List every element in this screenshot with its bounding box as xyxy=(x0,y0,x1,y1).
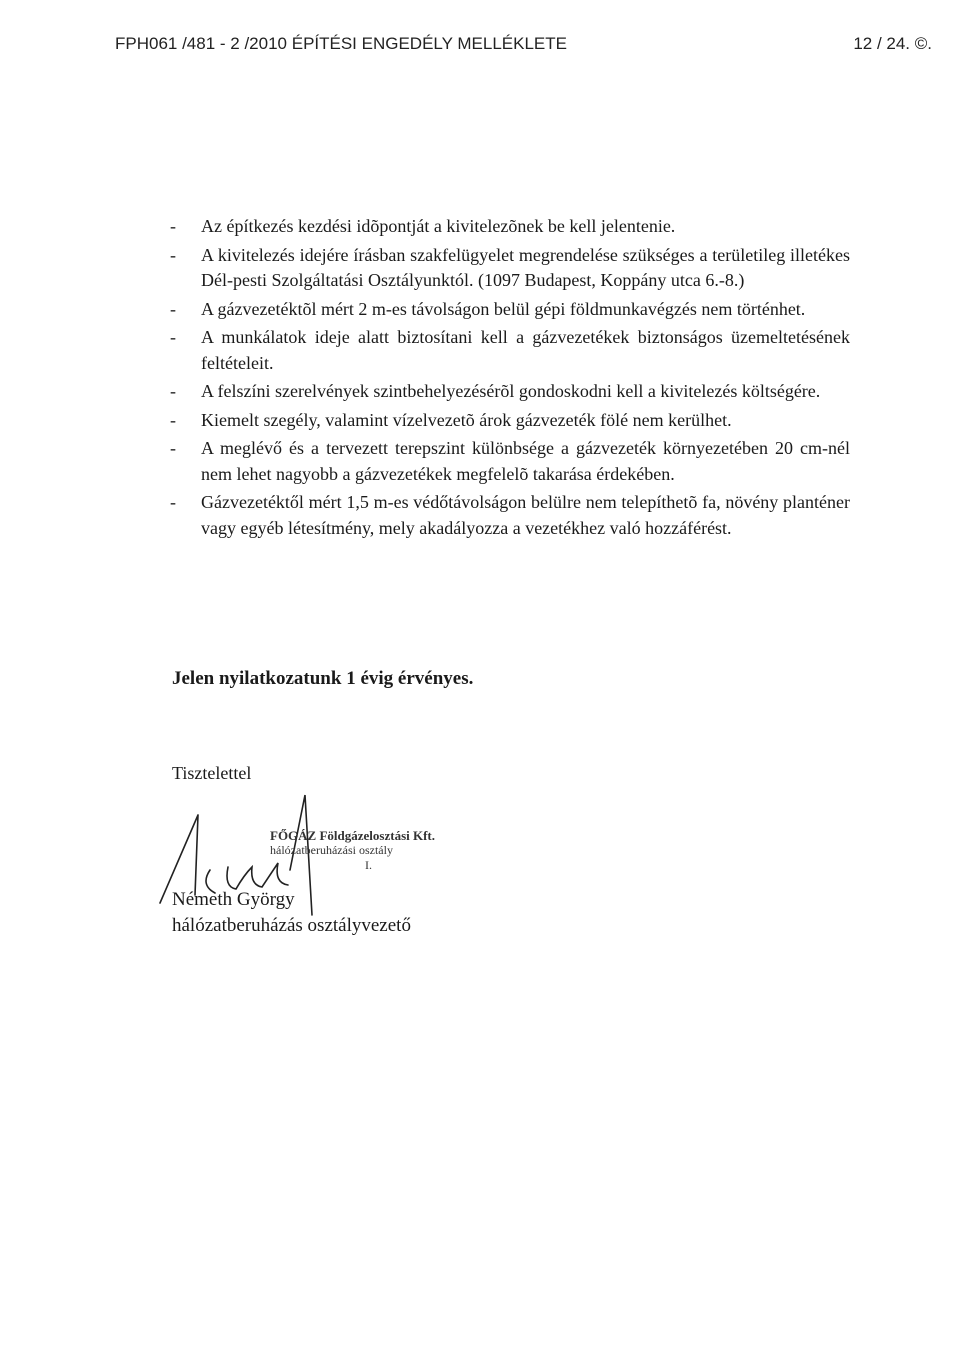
header-document-id: FPH061 /481 - 2 /2010 ÉPÍTÉSI ENGEDÉLY MELLÉKLETE xyxy=(115,34,567,53)
list-item xyxy=(170,214,850,240)
list-dash: - xyxy=(170,492,176,512)
list-item xyxy=(170,243,850,294)
signer-name: Németh György xyxy=(172,889,295,910)
list-item-text: A meglévő és a tervezett terepszint különbsége a gázvezeték környezetében 20 cm-nél nem lehet nagyobb a gázvezetékek megfelelõ takarása érdekében. xyxy=(201,438,850,484)
list-item-text: A gázvezetéktõl mért 2 m-es távolságon belül gépi földmunkavégzés nem történhet. xyxy=(201,298,806,319)
stamp-company-name: FŐGÁZ Földgázelosztási Kft. xyxy=(270,828,436,843)
validity-statement: Jelen nyilatkozatunk 1 évig érvényes. xyxy=(172,668,474,689)
list-dash: - xyxy=(170,438,176,458)
signer-title: hálózatberuházás osztályvezető xyxy=(172,915,411,936)
stamp-number: I. xyxy=(365,858,372,872)
list-item-text: Az építkezés kezdési idõpontját a kivitelezõnek be kell jelentenie. xyxy=(201,216,676,236)
list-item xyxy=(170,408,850,434)
list-item-text: A felszíni szerelvények szintbehelyezésérõl gondoskodni kell a kivitelezés költségére. xyxy=(201,381,821,401)
list-item xyxy=(170,379,850,405)
closing-salutation: Tisztelettel xyxy=(172,763,252,783)
list-item-text: Kiemelt szegély, valamint vízelvezetõ árok gázvezeték fölé nem kerülhet. xyxy=(201,409,732,430)
conditions-list xyxy=(170,214,850,544)
list-dash: - xyxy=(170,298,176,319)
company-stamp xyxy=(270,828,435,873)
signer-block xyxy=(172,887,411,939)
list-dash: - xyxy=(170,381,176,401)
list-item xyxy=(170,325,850,376)
list-item-text: Gázvezetéktől mért 1,5 m-es védőtávolságon belülre nem telepíthetõ fa, növény planténer vagy egyéb létesítmény, mely akadályozza a vezetékhez való hozzáférést. xyxy=(201,492,850,538)
list-dash: - xyxy=(170,409,176,430)
list-item-text: A munkálatok ideje alatt biztosítani kell a gázvezetékek biztonságos üzemeltetésének feltételeit. xyxy=(201,327,850,373)
list-dash: - xyxy=(170,244,176,265)
stamp-department: hálózatberuházási osztály xyxy=(270,843,393,857)
page-header xyxy=(115,34,932,54)
list-dash: - xyxy=(170,216,176,236)
header-page-number: 12 / 24. ©. xyxy=(853,34,932,53)
list-item xyxy=(170,436,850,487)
list-item xyxy=(170,297,850,323)
list-item-text: A kivitelezés idejére írásban szakfelügyelet megrendelése szükséges a területileg illetékes Dél-pesti Szolgáltatási Osztályunktól. (1097 Budapest, Koppány utca 6.-8.) xyxy=(201,244,850,290)
list-item xyxy=(170,490,850,541)
list-dash: - xyxy=(170,327,176,347)
